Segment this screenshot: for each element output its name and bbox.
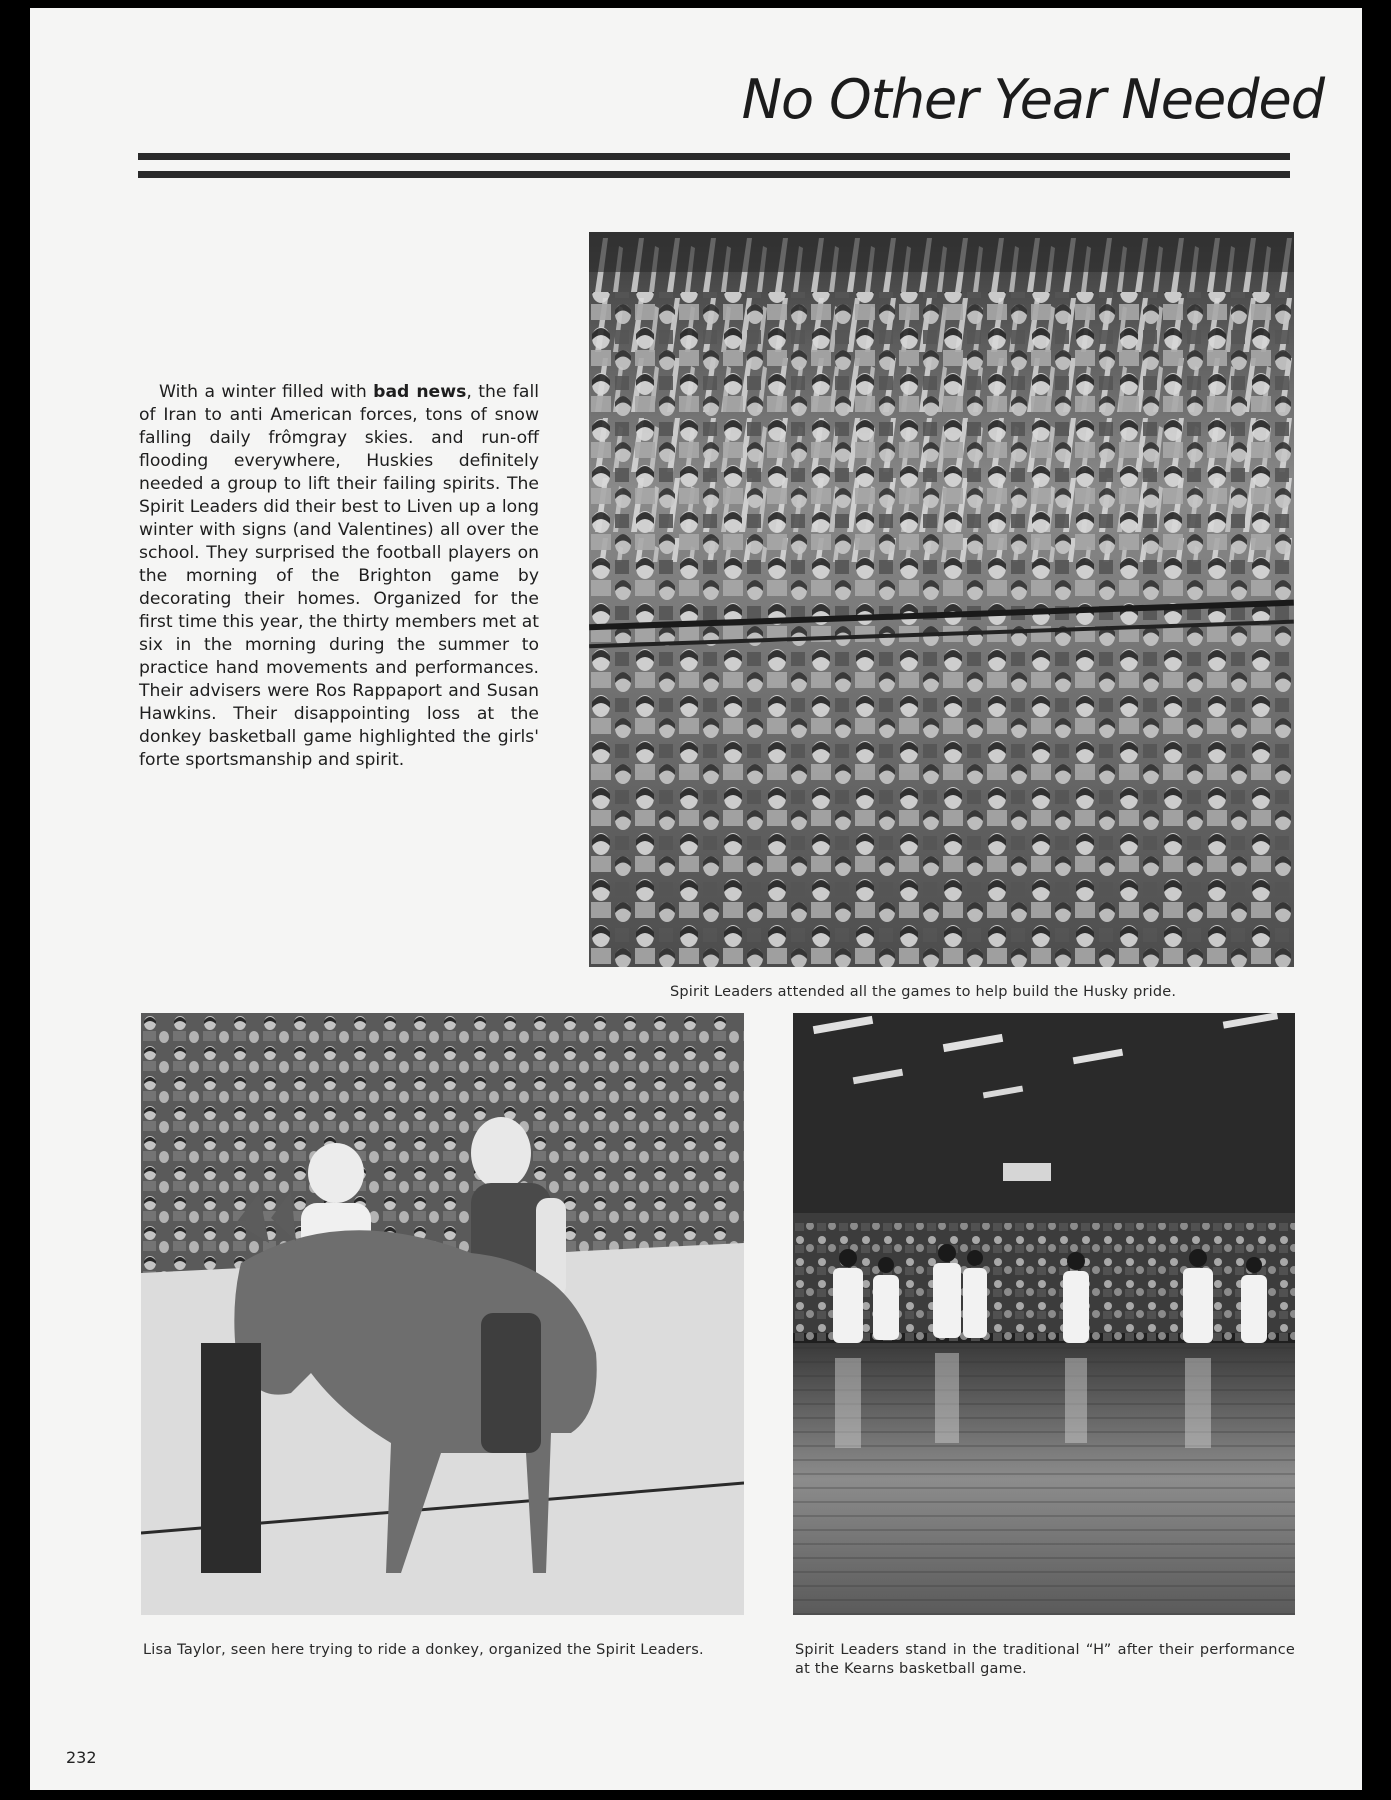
crowd-photo-caption: Spirit Leaders attended all the games to help build the Husky pride.	[670, 984, 1177, 1000]
donkey-photo-image	[141, 1013, 744, 1615]
title-rule-top	[138, 153, 1290, 160]
yearbook-page	[30, 8, 1362, 1790]
page-title: No Other Year Needed	[741, 68, 1324, 131]
page-number: 232	[66, 1748, 97, 1767]
article-emphasis: bad news	[373, 382, 467, 402]
article-text	[139, 381, 539, 772]
donkey-photo-caption: Lisa Taylor, seen here trying to ride a donkey, organized the Spirit Leaders.	[143, 1642, 704, 1658]
crowd-photo	[589, 232, 1294, 967]
article-body: , the fall of Iran to anti American forces, tons of snow falling daily frômgray skies. and run-off flooding everywhere, Huskies definitely needed a group to lift their failing spirits. The Spirit Leaders did their best to Liven up a long winter with signs (and Valentines) all over the school. They surprised the football players on the morning of the Brighton game by decorating their homes. Organized for the first time this year, the thirty members met at six in the morning during the summer to practice hand movements and performances. Their advisers were Ros Rappaport and Susan Hawkins. Their disappointing loss at the donkey basketball game highlighted the girls' forte sportsmanship and spirit.	[139, 382, 539, 770]
title-rule-bottom	[138, 171, 1290, 178]
crowd-photo-image	[589, 232, 1294, 967]
article-lead: With a winter filled with	[159, 382, 374, 402]
cheer-photo-caption: Spirit Leaders stand in the traditional “H” after their performance at the Kearns basketball game.	[795, 1642, 1295, 1677]
cheer-photo-image	[793, 1013, 1295, 1615]
donkey-photo	[141, 1013, 744, 1615]
cheer-photo	[793, 1013, 1295, 1615]
